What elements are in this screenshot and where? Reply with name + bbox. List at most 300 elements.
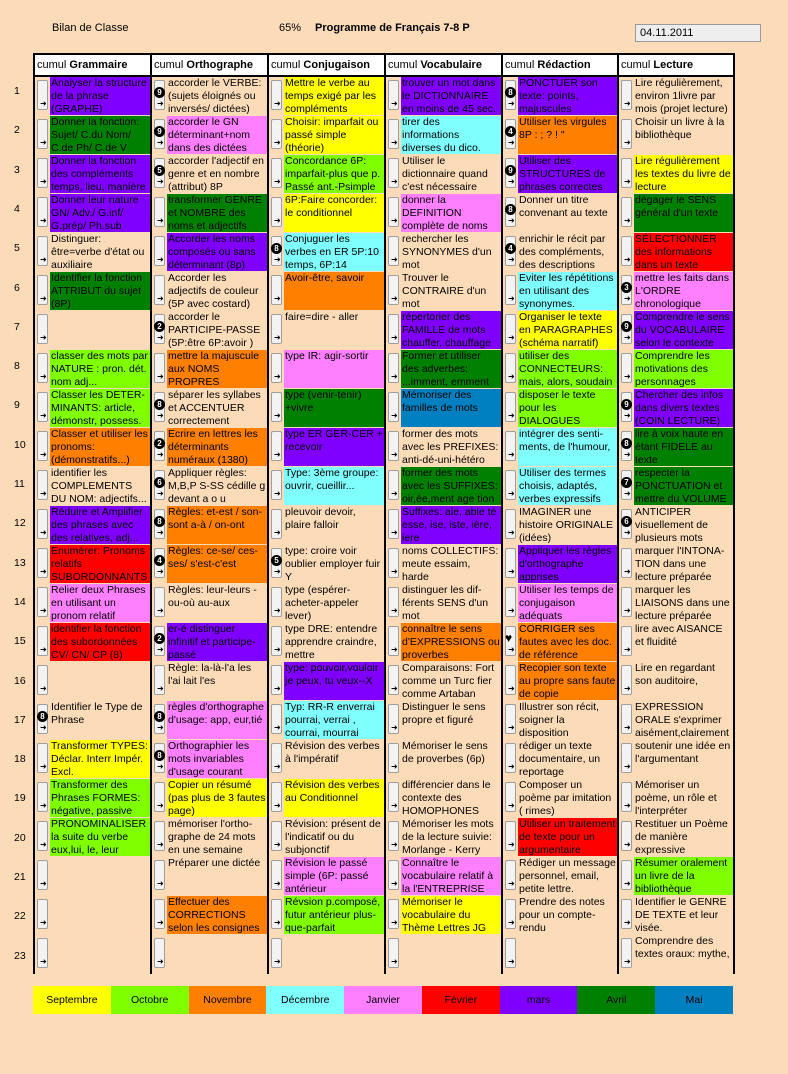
objective-cell[interactable] [151,545,268,584]
cell-stepper[interactable] [37,275,48,305]
objective-cell[interactable] [502,272,618,311]
arrow-right-icon: ➜ [391,411,398,420]
cell-stepper[interactable] [621,704,632,734]
objective-cell[interactable] [34,623,151,662]
objective-cell[interactable] [268,545,385,584]
column-header-name: Orthographe [186,59,254,71]
objective-cell[interactable] [618,233,734,272]
cell-stepper[interactable] [37,236,48,266]
objective-cell[interactable] [151,116,268,155]
objective-cell[interactable] [34,740,151,779]
cell-stepper[interactable] [37,119,48,149]
objective-cell[interactable] [34,194,151,233]
objective-cell[interactable] [151,272,268,311]
objective-cell[interactable] [385,623,502,662]
objective-cell[interactable] [385,155,502,194]
cell-stepper[interactable] [271,158,282,188]
cell-stepper[interactable] [388,392,399,422]
objective-cell[interactable] [618,350,734,389]
objective-cell[interactable] [268,896,385,935]
objective-cell[interactable] [268,779,385,818]
objective-cell[interactable] [34,389,151,428]
objective-cell[interactable] [618,896,734,935]
cell-stepper[interactable] [505,860,516,890]
objective-cell[interactable] [34,155,151,194]
objective-cell[interactable] [151,701,268,740]
objective-text: Utiliser le dictionnaire quand c'est nécessaire [401,155,501,193]
cell-stepper[interactable] [505,782,516,812]
cell-stepper[interactable] [271,938,282,968]
arrow-right-icon: ➜ [391,840,398,849]
objective-text: Lire en regardant son auditoire, [634,662,733,700]
objective-cell[interactable] [502,155,618,194]
objective-cell[interactable] [502,740,618,779]
cell-stepper[interactable] [154,782,165,812]
objective-cell[interactable] [385,428,502,467]
objective-cell[interactable] [268,584,385,623]
objective-cell[interactable] [385,467,502,506]
cell-stepper[interactable] [388,938,399,968]
objective-cell[interactable] [618,701,734,740]
objective-cell[interactable] [151,896,268,935]
cell-stepper[interactable] [505,821,516,851]
cell-stepper[interactable] [154,821,165,851]
objective-cell[interactable] [151,818,268,857]
objective-text: Utiliser des STRUCTURES de phrases correctes [518,155,617,193]
objective-cell[interactable] [34,311,151,350]
cell-stepper[interactable] [621,80,632,110]
cell-stepper[interactable] [271,665,282,695]
objective-cell[interactable] [34,233,151,272]
cell-stepper[interactable] [505,665,516,695]
objective-text: tirer des informations diverses du dico. [401,116,501,154]
column-header-vocabulaire [385,54,502,76]
objective-cell[interactable] [618,194,734,233]
objective-cell[interactable] [268,116,385,155]
objective-cell[interactable] [34,272,151,311]
cell-stepper[interactable] [621,821,632,851]
objective-cell[interactable] [385,506,502,545]
arrow-right-icon: ➜ [508,255,515,264]
cell-stepper[interactable] [37,314,48,344]
objective-cell[interactable] [151,233,268,272]
table-row [34,428,734,467]
cell-stepper[interactable] [621,743,632,773]
objective-text: dégager le SENS général d'un texte [634,194,733,232]
cell-stepper[interactable] [37,392,48,422]
cell-stepper[interactable] [621,626,632,656]
cell-stepper[interactable] [271,314,282,344]
objective-cell[interactable] [151,584,268,623]
objective-cell[interactable] [502,76,618,116]
objective-cell[interactable] [618,623,734,662]
objective-cell[interactable] [151,935,268,974]
cell-stepper[interactable] [271,197,282,227]
arrow-right-icon: ➜ [40,294,47,303]
objective-cell[interactable] [34,935,151,974]
cell-stepper[interactable] [388,158,399,188]
arrow-right-icon: ➜ [40,606,47,615]
cell-stepper[interactable] [154,197,165,227]
objective-cell[interactable] [502,311,618,350]
arrow-right-icon: ➜ [157,957,164,966]
objective-cell[interactable] [34,662,151,701]
cell-stepper[interactable] [621,236,632,266]
objective-cell[interactable] [268,194,385,233]
arrow-right-icon: ➜ [624,645,631,654]
cell-stepper[interactable] [37,80,48,110]
cell-stepper[interactable] [388,782,399,812]
cell-stepper[interactable] [154,275,165,305]
cell-stepper[interactable] [271,704,282,734]
objective-cell[interactable] [502,428,618,467]
cell-stepper[interactable] [271,431,282,461]
cell-stepper[interactable] [271,392,282,422]
row-number: 1 [14,85,20,97]
cell-stepper[interactable] [621,353,632,383]
objective-cell[interactable] [618,545,734,584]
cell-stepper[interactable] [271,782,282,812]
cell-stepper[interactable] [505,743,516,773]
objective-cell[interactable] [151,194,268,233]
objective-cell[interactable] [502,935,618,974]
objective-cell[interactable] [34,896,151,935]
objective-cell[interactable] [151,779,268,818]
objective-cell[interactable] [268,272,385,311]
objective-cell[interactable] [34,584,151,623]
objective-text [50,896,150,934]
objective-text: Choisir: imparfait ou passé simple (théorie) [284,116,384,154]
objective-cell[interactable] [385,740,502,779]
objective-cell[interactable] [268,623,385,662]
cell-stepper[interactable] [505,470,516,500]
cell-stepper[interactable] [271,275,282,305]
cell-stepper[interactable] [388,548,399,578]
objective-cell[interactable] [502,584,618,623]
objective-cell[interactable] [268,935,385,974]
cell-stepper[interactable] [505,314,516,344]
objective-cell[interactable] [385,76,502,116]
cell-stepper[interactable] [388,470,399,500]
objective-cell[interactable] [502,116,618,155]
objective-cell[interactable] [151,857,268,896]
objective-text: pleuvoir devoir, plaire falloir [284,506,384,544]
objective-cell[interactable] [268,233,385,272]
cell-stepper[interactable] [621,899,632,929]
objective-cell[interactable] [34,701,151,740]
objective-cell[interactable] [268,467,385,506]
cell-stepper[interactable] [621,938,632,968]
objective-cell[interactable] [385,194,502,233]
arrow-right-icon: ➜ [508,294,515,303]
cell-stepper[interactable] [505,704,516,734]
objective-cell[interactable] [385,116,502,155]
arrow-right-icon: ➜ [40,411,47,420]
objective-cell[interactable] [151,155,268,194]
objective-cell[interactable] [151,428,268,467]
cell-stepper[interactable] [37,548,48,578]
objective-cell[interactable] [268,311,385,350]
objective-cell[interactable] [618,116,734,155]
objective-cell[interactable] [618,935,734,974]
cell-stepper[interactable] [505,431,516,461]
cell-stepper[interactable] [37,587,48,617]
legend-month-avril: Avril [577,986,655,1014]
cell-stepper[interactable] [154,665,165,695]
cell-stepper[interactable] [388,431,399,461]
cell-stepper[interactable] [271,860,282,890]
cell-stepper[interactable] [505,548,516,578]
score-badge: 8 [271,243,282,254]
objective-cell[interactable] [618,818,734,857]
objective-cell[interactable] [34,818,151,857]
cell-stepper[interactable] [621,158,632,188]
objective-cell[interactable] [618,76,734,116]
cell-stepper[interactable] [388,860,399,890]
objective-cell[interactable] [385,584,502,623]
score-badge: 5 [154,165,165,176]
objective-cell[interactable] [34,428,151,467]
objective-cell[interactable] [34,506,151,545]
objective-cell[interactable] [34,857,151,896]
cell-stepper[interactable] [621,860,632,890]
cell-stepper[interactable] [271,821,282,851]
objective-cell[interactable] [151,623,268,662]
objective-text: respecter la PONCTUATION et mettre du VOLUME [634,467,733,505]
arrow-right-icon: ➜ [508,762,515,771]
objective-cell[interactable] [34,467,151,506]
objective-cell[interactable] [268,350,385,389]
cell-stepper[interactable] [271,509,282,539]
objective-cell[interactable] [385,311,502,350]
cell-stepper[interactable] [154,860,165,890]
cell-stepper[interactable] [388,821,399,851]
cell-stepper[interactable] [154,899,165,929]
row-number: 20 [14,831,26,844]
objective-cell[interactable] [151,350,268,389]
cell-stepper[interactable] [621,587,632,617]
cell-stepper[interactable] [271,743,282,773]
objective-cell[interactable] [618,740,734,779]
objective-text: type IR: agir-sortir [284,350,384,388]
cell-stepper[interactable] [388,704,399,734]
objective-cell[interactable] [618,662,734,701]
objective-cell[interactable] [34,350,151,389]
cell-stepper[interactable] [388,80,399,110]
objective-cell[interactable] [618,779,734,818]
objective-cell[interactable] [502,545,618,584]
cell-stepper[interactable] [154,353,165,383]
arrow-right-icon: ➜ [624,411,631,420]
objective-text: Lire régulièrement les textes du livre de lecture [634,155,733,193]
objective-cell[interactable] [385,857,502,896]
cell-stepper[interactable] [505,899,516,929]
cell-stepper[interactable] [388,236,399,266]
objective-cell[interactable] [385,779,502,818]
objective-cell[interactable] [618,584,734,623]
objective-cell[interactable] [385,896,502,935]
objective-cell[interactable] [151,76,268,116]
cell-stepper[interactable] [505,587,516,617]
objective-cell[interactable] [151,662,268,701]
objective-cell[interactable] [502,350,618,389]
cell-stepper[interactable] [388,353,399,383]
cell-stepper[interactable] [505,353,516,383]
arrow-right-icon: ➜ [508,723,515,732]
objective-text: répertorier des FAMILLE de mots chauffer, chauffage [401,311,501,349]
arrow-right-icon: ➜ [40,177,47,186]
objective-cell[interactable] [502,506,618,545]
cell-stepper[interactable] [37,431,48,461]
objective-cell[interactable] [385,389,502,428]
cell-stepper[interactable] [271,587,282,617]
objective-cell[interactable] [502,779,618,818]
objective-cell[interactable] [268,76,385,116]
objective-cell[interactable] [268,701,385,740]
objective-cell[interactable] [385,701,502,740]
objective-cell[interactable] [268,662,385,701]
arrow-right-icon: ➜ [40,879,47,888]
objective-cell[interactable] [618,467,734,506]
objective-cell[interactable] [268,818,385,857]
objective-cell[interactable] [268,506,385,545]
objective-cell[interactable] [502,896,618,935]
objective-cell[interactable] [151,467,268,506]
arrow-right-icon: ➜ [274,957,281,966]
cell-stepper[interactable] [505,509,516,539]
cell-stepper[interactable] [505,392,516,422]
objective-cell[interactable] [502,662,618,701]
objective-cell[interactable] [618,311,734,350]
cell-stepper[interactable] [37,899,48,929]
objective-cell[interactable] [34,76,151,116]
objective-cell[interactable] [618,389,734,428]
cell-stepper[interactable] [621,548,632,578]
cell-stepper[interactable] [388,197,399,227]
cell-stepper[interactable] [37,821,48,851]
objective-cell[interactable] [385,272,502,311]
cell-stepper[interactable] [37,626,48,656]
objective-cell[interactable] [151,506,268,545]
column-header-name: Grammaire [69,59,128,71]
cell-stepper[interactable] [154,236,165,266]
objective-cell[interactable] [34,779,151,818]
arrow-right-icon: ➜ [624,255,631,264]
objective-cell[interactable] [385,662,502,701]
objective-cell[interactable] [385,818,502,857]
objective-cell[interactable] [268,857,385,896]
cell-stepper[interactable] [388,665,399,695]
cell-stepper[interactable] [388,899,399,929]
objective-text: accorder le PARTICIPE-PASSE (5P:être 6P:avoir ) [167,311,267,349]
arrow-right-icon: ➜ [274,138,281,147]
cell-stepper[interactable] [388,314,399,344]
objective-cell[interactable] [268,389,385,428]
cell-stepper[interactable] [271,626,282,656]
objective-cell[interactable] [151,740,268,779]
objective-cell[interactable] [385,935,502,974]
cell-stepper[interactable] [37,665,48,695]
cell-stepper[interactable] [37,782,48,812]
objective-cell[interactable] [34,545,151,584]
arrow-right-icon: ➜ [157,879,164,888]
objective-cell[interactable] [151,311,268,350]
cell-stepper[interactable] [505,275,516,305]
arrow-right-icon: ➜ [40,801,47,810]
cell-stepper[interactable] [388,119,399,149]
objective-cell[interactable] [618,272,734,311]
cell-stepper[interactable] [388,275,399,305]
arrow-right-icon: ➜ [508,918,515,927]
objective-cell[interactable] [268,155,385,194]
objective-cell[interactable] [502,818,618,857]
arrow-right-icon: ➜ [40,918,47,927]
arrow-right-icon: ➜ [391,918,398,927]
table-row [34,935,734,974]
cell-stepper[interactable] [37,197,48,227]
objective-cell[interactable] [385,545,502,584]
cell-stepper[interactable] [388,509,399,539]
objective-cell[interactable] [385,350,502,389]
objective-text: Mémoriser les mots de la lecture suivie: Morlange - Kerry [401,818,501,856]
cell-stepper[interactable] [37,743,48,773]
cell-stepper[interactable] [271,119,282,149]
cell-stepper[interactable] [271,353,282,383]
cell-stepper[interactable] [388,743,399,773]
cell-stepper[interactable] [154,938,165,968]
objective-cell[interactable] [502,194,618,233]
objective-cell[interactable] [618,857,734,896]
objective-cell[interactable] [268,428,385,467]
objective-cell[interactable] [502,389,618,428]
cell-stepper[interactable] [37,509,48,539]
cell-stepper[interactable] [505,938,516,968]
objective-cell[interactable] [618,428,734,467]
row-number: 9 [14,399,20,412]
objective-cell[interactable] [502,857,618,896]
cell-stepper[interactable] [271,899,282,929]
cell-stepper[interactable] [271,80,282,110]
cell-stepper[interactable] [621,197,632,227]
cell-stepper[interactable] [37,470,48,500]
cell-stepper[interactable] [37,158,48,188]
objective-text: transformer GENRE et NOMBRE des noms et adjectifs [167,194,267,232]
cell-stepper[interactable] [621,665,632,695]
cell-stepper[interactable] [621,782,632,812]
column-header-prefix: cumul [154,59,187,71]
cell-stepper[interactable] [37,353,48,383]
objective-cell[interactable] [502,467,618,506]
objective-cell[interactable] [34,116,151,155]
objective-cell[interactable] [502,701,618,740]
cell-stepper[interactable] [37,938,48,968]
objective-cell[interactable] [618,506,734,545]
arrow-right-icon: ➜ [508,333,515,342]
cell-stepper[interactable] [271,470,282,500]
objective-cell[interactable] [618,155,734,194]
objective-cell[interactable] [385,233,502,272]
objective-cell[interactable] [268,740,385,779]
objective-cell[interactable] [502,233,618,272]
cell-stepper[interactable] [37,860,48,890]
cell-stepper[interactable] [388,626,399,656]
objective-cell[interactable] [151,389,268,428]
date-field[interactable]: 04.11.2011 [635,24,761,42]
cell-stepper[interactable] [621,119,632,149]
objective-cell[interactable] [502,623,618,662]
cell-stepper[interactable] [154,587,165,617]
cell-stepper[interactable] [388,587,399,617]
